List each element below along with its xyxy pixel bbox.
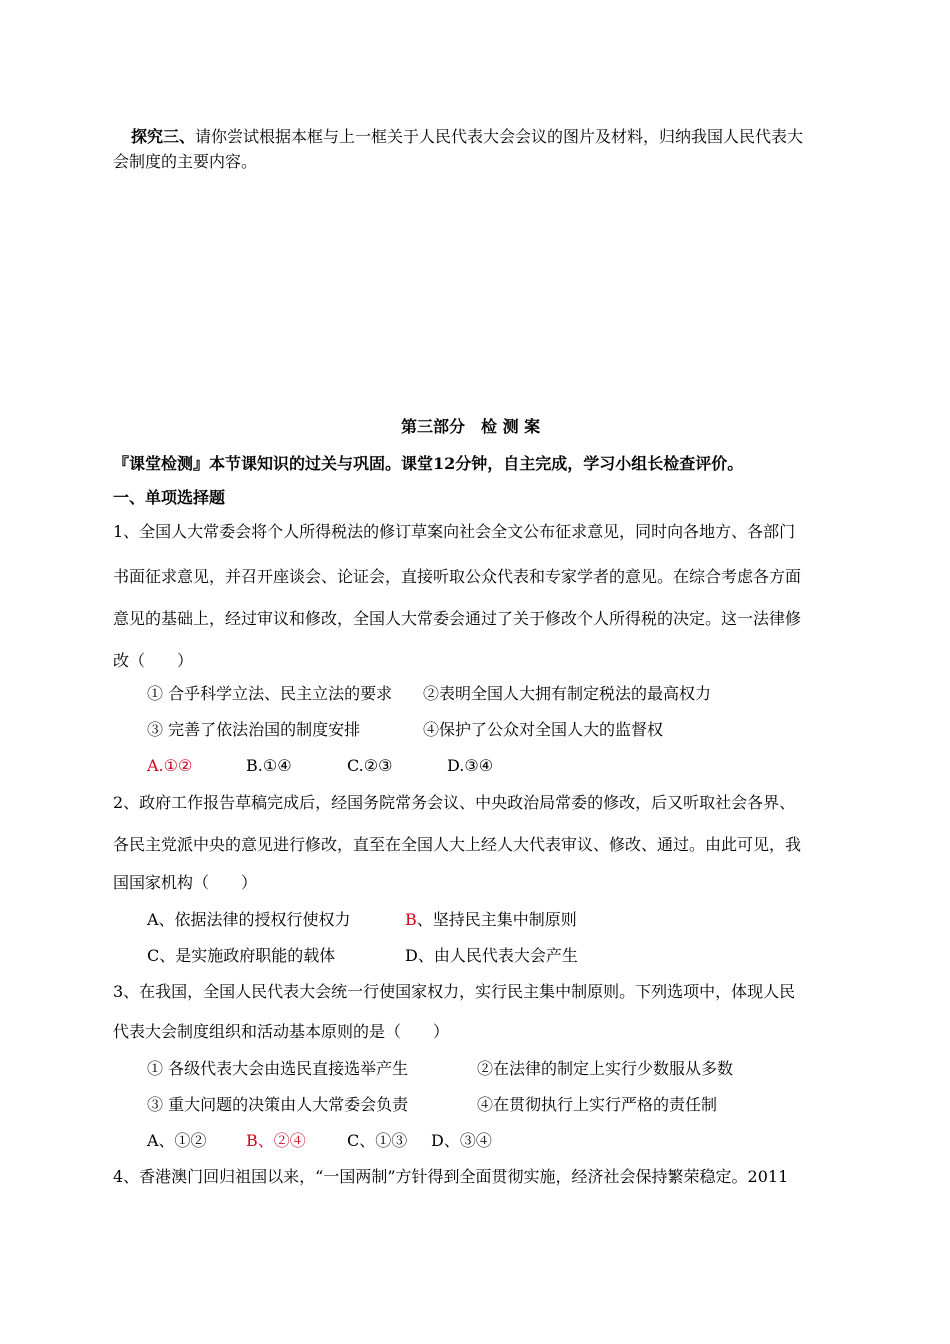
q1-option-2: ②表明全国人大拥有制定税法的最高权力: [423, 684, 712, 703]
q2-option-b: [405, 909, 577, 931]
q1-choice-b: B.①④: [246, 756, 292, 775]
q2-line: 2、政府工作报告草稿完成后，经国务院常务会议、中央政治局常委的修改，后又听取社会各界、: [113, 793, 796, 812]
q3-option-1: ① 各级代表大会由选民直接选举产生: [147, 1059, 409, 1078]
q3-choice-d: D、③④: [431, 1131, 492, 1150]
q2-line: 国国家机构（ ）: [113, 873, 258, 892]
classroom-check: 『课堂检测』本节课知识的过关与巩固。课堂12分钟，自主完成，学习小组长检查评价。: [113, 454, 744, 473]
q3-option-3: ③ 重大问题的决策由人大常委会负责: [147, 1095, 409, 1114]
q2-answer-letter: B: [405, 910, 417, 929]
q2-option-c: C、是实施政府职能的载体: [147, 946, 336, 965]
q3-line: 3、在我国，全国人民代表大会统一行使国家权力，实行民主集中制原则。下列选项中，体现人民: [113, 982, 796, 1001]
q2-line: 各民主党派中央的意见进行修改，直至在全国人大上经人大代表审议、修改、通过。由此可见，我: [113, 835, 802, 854]
q2-option-b-text: 、坚持民主集中制原则: [416, 910, 577, 929]
q2-option-a: A、依据法律的授权行使权力: [147, 910, 351, 929]
q1-option-1: ① 合乎科学立法、民主立法的要求: [147, 684, 393, 703]
q3-choice-a: A、①②: [147, 1131, 207, 1150]
q1-line: 改（ ）: [113, 651, 194, 670]
q1-answer-a: A.①②: [147, 756, 193, 775]
q1-line: 书面征求意见，并召开座谈会、论证会，直接听取公众代表和专家学者的意见。在综合考虑各方面: [113, 567, 802, 586]
q1-option-3: ③ 完善了依法治国的制度安排: [147, 720, 361, 739]
explore3-line2: 会制度的主要内容。: [113, 152, 258, 171]
q1-line: 1、全国人大常委会将个人所得税法的修订草案向社会全文公布征求意见，同时向各地方、各部门: [113, 522, 796, 541]
q1-line: 意见的基础上，经过审议和修改，全国人大常委会通过了关于修改个人所得税的决定。这一法律修: [113, 609, 802, 628]
q1-choice-c: C.②③: [347, 756, 393, 775]
q1-option-4: ④保护了公众对全国人大的监督权: [423, 720, 664, 739]
explore3-label: 探究三、: [131, 127, 196, 146]
q3-option-2: ②在法律的制定上实行少数服从多数: [477, 1059, 734, 1078]
q3-line: 代表大会制度组织和活动基本原则的是（ ）: [113, 1022, 450, 1041]
section-heading: 一、单项选择题: [113, 488, 226, 507]
q4-line: 4、香港澳门回归祖国以来，“一国两制”方针得到全面贯彻实施，经济社会保持繁荣稳定。2011: [113, 1167, 789, 1186]
q3-answer-b: B、②④: [246, 1131, 306, 1150]
explore3-line1: [131, 126, 803, 148]
section-title: 第三部分 检 测 案: [401, 417, 541, 436]
q1-choice-d: D.③④: [447, 756, 494, 775]
q3-choice-c: C、①③: [347, 1131, 408, 1150]
explore3-text: 请你尝试根据本框与上一框关于人民代表大会会议的图片及材料，归纳我国人民代表大: [195, 127, 804, 146]
q3-option-4: ④在贯彻执行上实行严格的责任制: [477, 1095, 718, 1114]
q2-option-d: D、由人民代表大会产生: [405, 946, 578, 965]
